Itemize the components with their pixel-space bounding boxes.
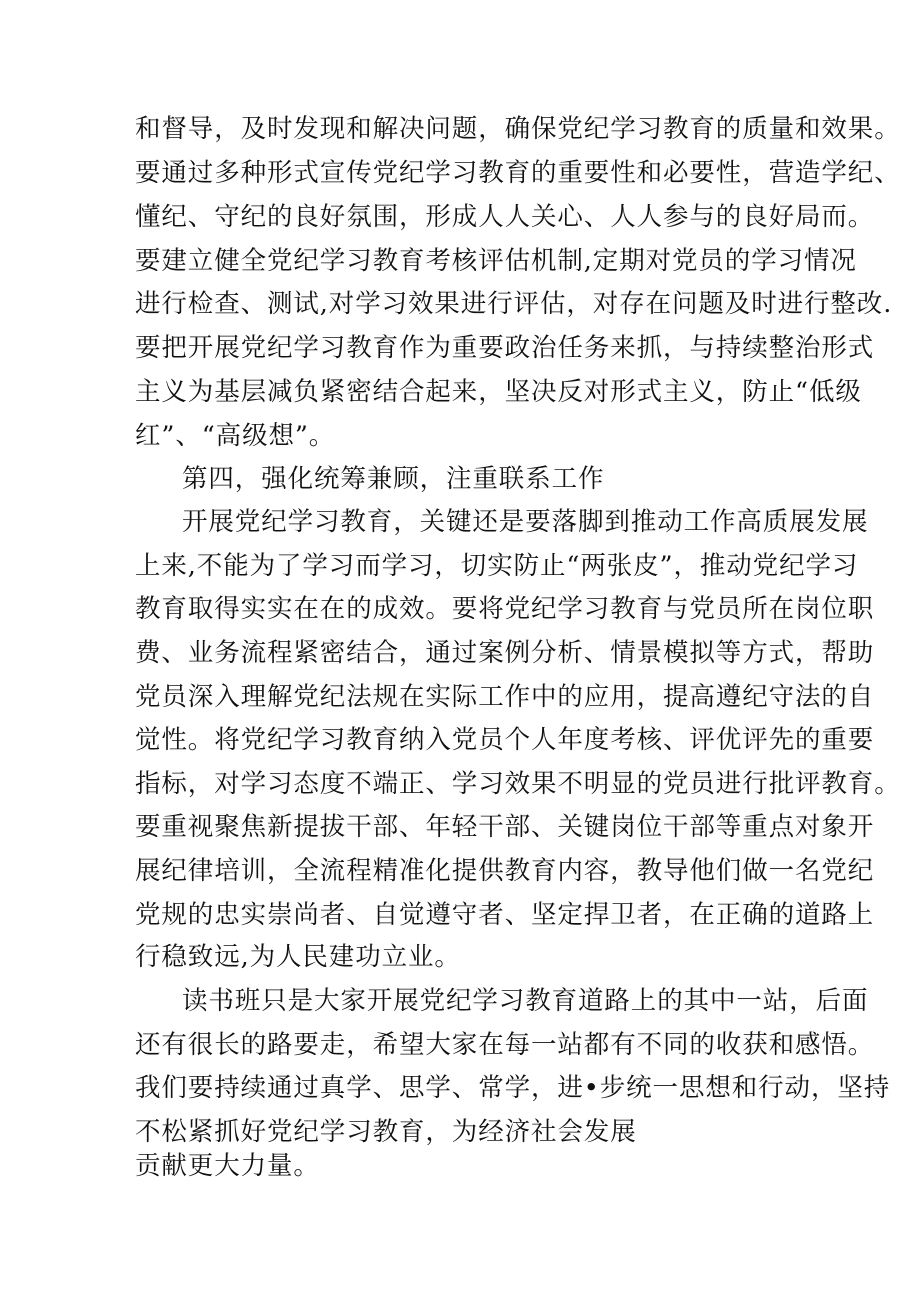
text-line-7: 主义为基层减负紧密结合起来，坚决反对形式主义，防止“低级 [135,377,862,407]
text-line-14: 党员深入理解党纪法规在实际工作中的应用，提高遵纪守法的自 [135,682,875,712]
text-line-11: 上来,不能为了学习而学习，切实防止“两张皮”，推动党纪学习 [135,551,859,581]
text-line-3: 懂纪、守纪的良好氛围，形成人人关心、人人参与的良好局而。 [135,202,875,232]
text-line-10: 开展党纪学习教育，关键还是要落脚到推动工作高质展发展 [182,507,869,537]
text-line-15: 觉性。将党纪学习教育纳入党员个人年度考核、评优评先的重要 [135,725,875,755]
text-line-6: 要把开展党纪学习教育作为重要政治任务来抓，与持续整治形式 [135,333,875,363]
text-line-4: 要建立健全党纪学习教育考核评估机制,定期对党员的学习情况 [135,246,857,276]
text-line-18: 展纪律培训，全流程精准化提供教育内容，教导他们做一名党纪 [135,856,875,886]
text-line-12: 教育取得实实在在的成效。要将党纪学习教育与党员所在岗位职 [135,594,875,624]
text-line-2: 要通过多种形式宣传党纪学习教育的重要性和必要性，营造学纪、 [135,158,901,188]
text-line-24: 不松紧抓好党纪学习教育，为经济社会发展 [135,1117,637,1147]
text-line-22: 还有很长的路要走，希望大家在每一站都有不同的收获和感悟。 [135,1030,875,1060]
text-line-25: 贡献更大力量。 [135,1151,320,1181]
text-line-13: 费、业务流程紧密结合，通过案例分析、情景模拟等方式，帮助 [135,638,875,668]
text-line-17: 要重视聚焦新提拔干部、年轻干部、关键岗位干部等重点对象开 [135,812,875,842]
text-line-8: 红”、“高级想”。 [135,421,336,451]
text-line-21: 读书班只是大家开展党纪学习教育道路上的其中一站，后面 [182,986,869,1016]
text-line-5: 进行检查、测试,对学习效果进行评估，对存在问题及时进行整改. [135,289,893,319]
text-line-23: 我们要持续通过真学、思学、常学，进•步统一思想和行动，坚持 [135,1073,891,1103]
text-line-1: 和督导，及时发现和解决问题，确保党纪学习教育的质量和效果。 [135,114,901,144]
text-line-16: 指标，对学习态度不端正、学习效果不明显的党员进行批评教育。 [135,769,901,799]
section-heading: 第四，强化统筹兼顾，注重联系工作 [182,464,605,494]
text-line-20: 行稳致远,为人民建功立业。 [135,942,461,972]
text-line-19: 党规的忠实崇尚者、自觉遵守者、坚定捍卫者，在正确的道路上 [135,900,875,930]
